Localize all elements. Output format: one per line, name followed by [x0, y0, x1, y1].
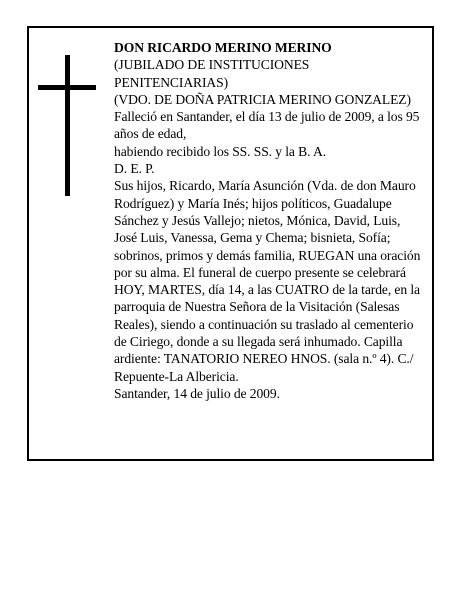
cross-icon [65, 55, 70, 196]
deceased-name: DON RICARDO MERINO MERINO [114, 40, 332, 55]
death-info: Falleció en Santander, el día 13 de julio de 2009, a los 95 años de edad, [114, 109, 420, 142]
obituary-notice-text [114, 39, 426, 402]
sacraments-info: habiendo recibido los SS. SS. y la B. A. [114, 143, 326, 159]
cross-icon-crossbar [38, 85, 96, 90]
widower-of: (VDO. DE DOÑA PATRICIA MERINO GONZALEZ) [114, 91, 411, 107]
family-and-funeral-details: Sus hijos, Ricardo, María Asunción (Vda. de don Mauro Rodríguez) y María Inés; hijos políticos, Guadalupe Sánchez y Jesús Vallejo; nietos, Mónica, David, Luis, José Luis, Vanessa, Gema y Chema; bisnieta, Sofía; sobrinos, primos y demás familia, RUEGAN una oración por su alma. El funeral de cuerpo presente se celebrará HOY, MARTES, día 14, a las CUATRO de la tarde, en la parroquia de Nuestra Señora de la Visitación (Salesas Reales), siendo a continuación su traslado al cementerio de Ciriego, donde a su llegada será inhumado. Capilla ardiente: TANATORIO NEREO HNOS. (sala n.º 4). C./ Repuente-La Albericia. [114, 178, 421, 384]
rip-line: D. E. P. [114, 161, 155, 177]
place-and-date: Santander, 14 de julio de 2009. [114, 385, 280, 401]
deceased-occupation: (JUBILADO DE INSTITUCIONES PENITENCIARIAS) [114, 57, 310, 90]
